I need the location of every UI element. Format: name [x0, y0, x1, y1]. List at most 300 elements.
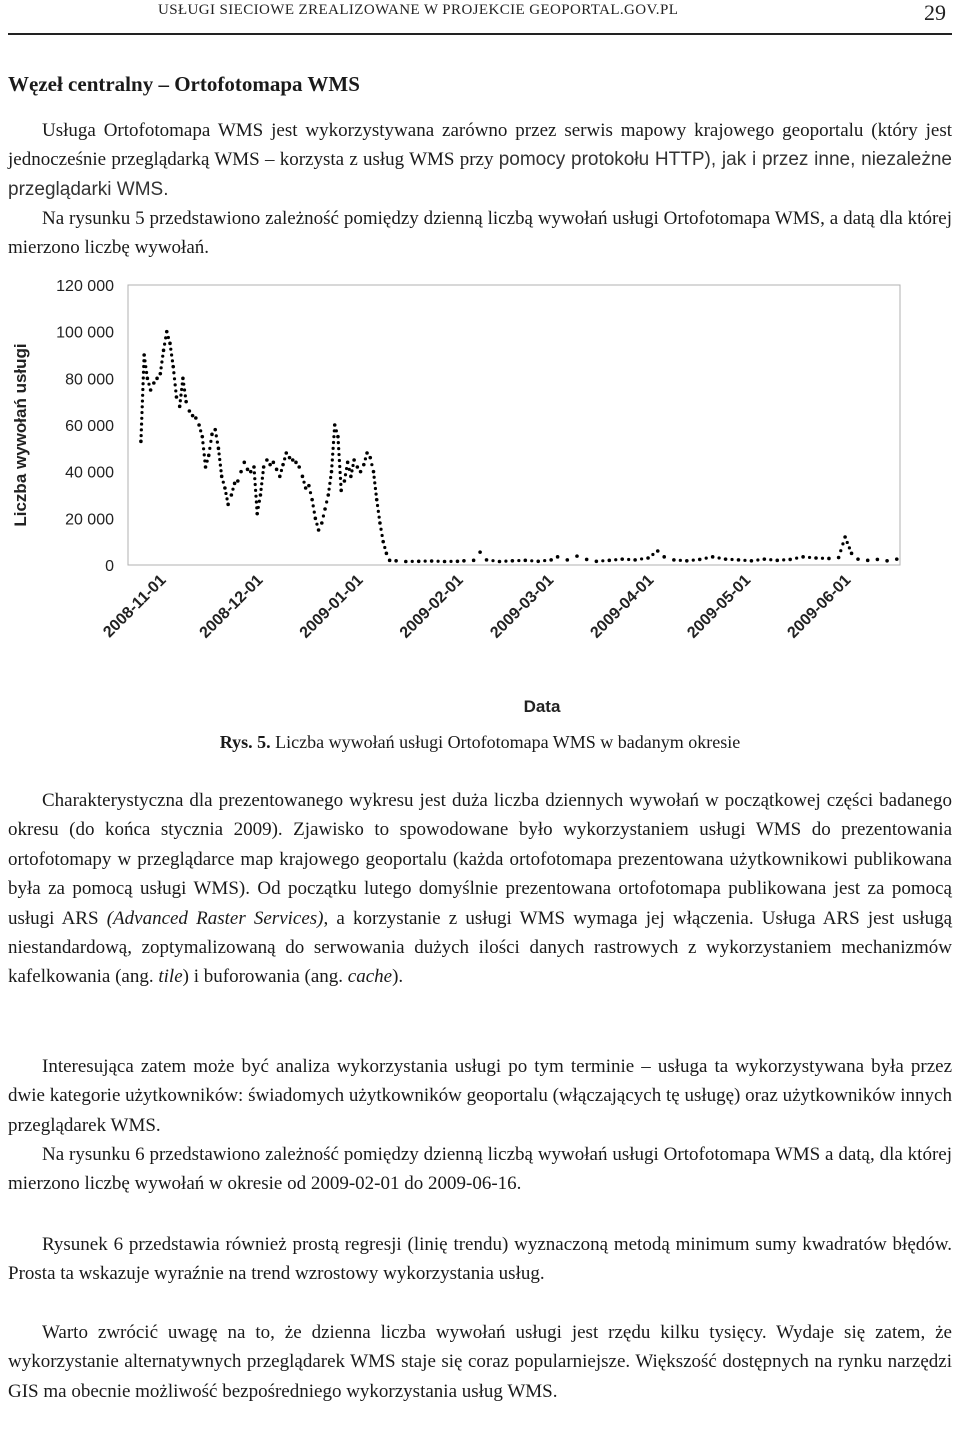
dotted-trace: [351, 464, 354, 467]
dotted-trace: [172, 371, 175, 374]
y-axis-label: Liczba wywołań usługi: [11, 343, 30, 527]
dotted-trace: [808, 556, 811, 559]
dotted-trace: [224, 492, 227, 495]
data-point: [246, 468, 250, 472]
dotted-trace: [839, 549, 842, 552]
data-point: [575, 554, 579, 558]
dotted-trace: [373, 476, 376, 479]
data-point: [213, 428, 217, 432]
data-point: [827, 557, 831, 561]
x-axis-label: Data: [523, 697, 561, 716]
data-point: [698, 558, 702, 562]
dotted-trace: [679, 559, 682, 562]
data-point: [866, 559, 870, 563]
dotted-trace: [364, 457, 367, 460]
dotted-trace: [140, 422, 143, 425]
dotted-trace: [225, 497, 228, 500]
data-point: [724, 557, 728, 561]
dotted-trace: [756, 558, 759, 561]
dotted-trace: [530, 559, 533, 562]
y-tick-label: 60 000: [65, 418, 114, 435]
data-point: [359, 470, 363, 474]
section-title: Węzeł centralny – Ortofotomapa WMS: [8, 72, 360, 96]
dotted-trace: [209, 440, 212, 443]
data-point: [672, 558, 676, 562]
dotted-trace: [376, 504, 379, 507]
dotted-trace: [383, 546, 386, 549]
data-point: [259, 493, 263, 497]
dotted-trace: [160, 366, 163, 369]
dotted-trace: [337, 447, 340, 450]
dotted-trace: [219, 469, 222, 472]
p5-text: Na rysunku 6 przedstawiono zależność pomiędzy dzienną liczbą wywołań usługi Ortofotomapa WMS a datą, dla której mierzono liczbę wywołań w okresie od 2009-02-01 do 2009-06-16.: [8, 1144, 952, 1195]
dotted-trace: [202, 447, 205, 450]
dotted-trace: [350, 469, 353, 472]
data-point: [368, 456, 372, 460]
p3-italic-ars: (Advanced Raster Services): [106, 907, 324, 929]
p7-text: Warto zwrócić uwagę na to, że dzienna liczba wywołań usługi jest rzędu kilku tysięcy. Wydaje się zatem, że wykorzystanie alternatywnych przeglądarek WMS staje się coraz popularniejsze. Większość dostępnych na rynku narzędzi GIS ma obecnie możliwość bezpośredniego wykorzystania usług WMS.: [8, 1322, 952, 1402]
dotted-trace: [254, 483, 257, 486]
y-tick-label: 100 000: [56, 324, 114, 342]
data-point: [876, 558, 880, 562]
dotted-trace: [338, 465, 341, 468]
data-point: [620, 557, 624, 561]
data-point: [607, 559, 611, 563]
dotted-trace: [614, 558, 617, 561]
intro-paragraph-2: [8, 204, 952, 263]
dotted-trace: [219, 464, 222, 467]
data-point: [142, 353, 146, 357]
dotted-trace: [339, 471, 342, 474]
data-point: [262, 465, 266, 469]
dotted-trace: [174, 383, 177, 386]
dotted-trace: [260, 482, 263, 485]
dotted-trace: [169, 348, 172, 351]
dotted-trace: [378, 516, 381, 519]
dotted-trace: [174, 389, 177, 392]
y-tick-label: 120 000: [56, 278, 114, 295]
x-tick-label: 2008-12-01: [196, 571, 267, 642]
dotted-trace: [332, 447, 335, 450]
p3-italic-tile: tile: [158, 966, 183, 988]
dotted-trace: [381, 534, 384, 537]
data-point: [210, 433, 214, 437]
figure-label: Rys. 5.: [219, 732, 271, 752]
figure-caption: [0, 732, 960, 753]
dotted-trace: [651, 553, 654, 556]
data-point: [294, 461, 298, 465]
dotted-trace: [325, 500, 328, 503]
data-point: [252, 465, 256, 469]
data-point: [184, 400, 188, 404]
data-point: [197, 423, 201, 427]
dotted-trace: [254, 495, 257, 498]
body-paragraph-2: [8, 1052, 952, 1140]
data-point: [223, 486, 227, 490]
dotted-trace: [718, 556, 721, 559]
data-point: [168, 342, 172, 346]
data-point: [750, 559, 754, 563]
dotted-trace: [140, 417, 143, 420]
dotted-trace: [145, 371, 148, 374]
data-point: [330, 470, 334, 474]
data-point: [346, 461, 350, 465]
dotted-trace: [164, 336, 167, 339]
data-point: [284, 451, 288, 455]
data-point: [737, 558, 741, 562]
data-point: [204, 465, 208, 469]
data-point: [378, 521, 382, 525]
data-point: [333, 423, 337, 427]
dotted-trace: [218, 458, 221, 461]
dotted-trace: [216, 441, 219, 444]
data-point: [850, 552, 854, 556]
data-point: [297, 465, 301, 469]
data-point: [178, 405, 182, 409]
dotted-trace: [203, 453, 206, 456]
data-point: [356, 465, 360, 469]
dotted-trace: [848, 546, 851, 549]
data-point: [885, 559, 889, 563]
dotted-trace: [201, 441, 204, 444]
data-point: [385, 552, 389, 556]
data-point: [595, 559, 599, 563]
data-point: [175, 395, 179, 399]
dotted-trace: [370, 463, 373, 466]
body-paragraph-3: [8, 1140, 952, 1199]
dotted-trace: [504, 560, 507, 563]
dotted-trace: [170, 353, 173, 356]
dotted-trace: [179, 394, 182, 397]
dotted-trace: [144, 365, 147, 368]
running-title: USŁUGI SIECIOWE ZREALIZOWANE W PROJEKCIE GEOPORTAL.GOV.PL: [158, 2, 679, 18]
dotted-trace: [141, 405, 144, 408]
data-point: [239, 470, 243, 474]
dotted-trace: [261, 477, 264, 480]
data-point: [343, 479, 347, 483]
data-point: [249, 470, 253, 474]
dotted-trace: [330, 464, 333, 467]
p3-text-b: , a korzystanie z usługi WMS wymaga jej włączenia. Usługa ARS jest usługą niestandardową, zoptymalizowaną do serwowania dużych ilości danych rastrowych z wykorzystaniem mechanizmów kafelkowania (ang.: [8, 907, 952, 988]
y-tick-label: 0: [105, 558, 114, 575]
chart-svg: [0, 265, 960, 725]
dotted-trace: [280, 469, 283, 472]
data-point: [365, 451, 369, 455]
data-point: [336, 435, 340, 439]
data-point: [711, 555, 715, 559]
intro-text-2: Na rysunku 5 przedstawiono zależność pomiędzy dzienną liczbą wywołań usługi Ortofotomapa WMS, a datą dla której mierzono liczbę wywołań.: [8, 208, 952, 259]
data-point: [478, 550, 482, 554]
data-point: [404, 560, 408, 564]
data-point: [381, 540, 385, 544]
data-point: [788, 558, 792, 562]
dotted-trace: [140, 428, 143, 431]
dotted-trace: [141, 394, 144, 397]
dotted-trace: [141, 399, 144, 402]
dotted-trace: [258, 500, 261, 503]
data-point: [155, 377, 159, 381]
y-tick-label: 40 000: [65, 464, 114, 482]
data-point: [149, 388, 153, 392]
p3-text-c: ) i buforowania (ang.: [182, 966, 348, 988]
dotted-trace: [171, 359, 174, 362]
data-point: [268, 463, 272, 467]
data-point: [255, 512, 259, 516]
dotted-trace: [180, 388, 183, 391]
dotted-trace: [173, 377, 176, 380]
data-point: [220, 475, 224, 479]
body-paragraph-4: [8, 1230, 952, 1289]
data-point: [181, 377, 185, 381]
dotted-trace: [253, 471, 256, 474]
x-tick-label: 2008-11-01: [100, 571, 170, 642]
data-point: [462, 559, 466, 563]
dotted-trace: [160, 360, 163, 363]
data-point: [275, 468, 279, 472]
data-point: [856, 557, 860, 561]
dotted-trace: [627, 558, 630, 561]
dotted-trace: [140, 411, 143, 414]
dotted-trace: [449, 560, 452, 563]
data-point: [288, 456, 292, 460]
dotted-trace: [253, 477, 256, 480]
y-tick-label: 80 000: [65, 371, 114, 389]
x-tick-label: 2009-03-01: [487, 571, 558, 642]
p6-text: Rysunek 6 przedstawia również prostą regresji (linię trendu) wyznaczoną metodą minimum sumy kwadratów błędów. Prosta ta wskazuje wyraźnie na trend wzrostowy wykorzystania usług.: [8, 1234, 952, 1285]
dotted-trace: [222, 481, 225, 484]
data-point: [188, 409, 192, 413]
data-point: [207, 454, 211, 458]
dotted-trace: [436, 560, 439, 563]
dotted-trace: [345, 467, 348, 470]
dotted-trace: [374, 487, 377, 490]
dotted-trace: [322, 514, 325, 517]
dotted-trace: [261, 471, 264, 474]
data-point: [301, 475, 305, 479]
dotted-trace: [254, 489, 257, 492]
dotted-trace: [335, 429, 338, 432]
data-point: [265, 458, 269, 462]
dotted-trace: [302, 481, 305, 484]
dotted-trace: [337, 453, 340, 456]
data-point: [349, 475, 353, 479]
data-point: [895, 557, 899, 561]
dotted-trace: [141, 388, 144, 391]
data-point: [417, 559, 421, 563]
dotted-trace: [846, 541, 849, 544]
dotted-trace: [313, 511, 316, 514]
p4-text: Interesująca zatem może być analiza wykorzystania usługi po tym terminie – usługa ta wykorzystywana była przez dwie kategorie użytkowników: świadomych użytkowników geoportalu (włączających tę usługę) oraz użytkowników innych przeglądarek WMS.: [8, 1056, 952, 1136]
running-header: [8, 0, 952, 35]
body-paragraph-1: [8, 786, 952, 992]
dotted-trace: [339, 483, 342, 486]
dotted-trace: [374, 492, 377, 495]
data-point: [310, 498, 314, 502]
dotted-trace: [424, 560, 427, 563]
dotted-trace: [257, 506, 260, 509]
data-point: [339, 489, 343, 493]
dotted-trace: [141, 382, 144, 385]
dotted-trace: [163, 343, 166, 346]
data-point: [217, 447, 221, 451]
data-point: [843, 535, 847, 539]
dotted-trace: [142, 376, 145, 379]
intro-text-sans: pomocy protokołu HTTP), jak i przez inne, niezależne przeglądarki WMS.: [8, 149, 952, 200]
data-point: [633, 558, 637, 562]
data-point: [837, 556, 841, 560]
data-point: [281, 463, 285, 467]
dotted-trace: [769, 558, 772, 561]
dotted-trace: [841, 542, 844, 545]
dotted-trace: [312, 504, 315, 507]
intro-text-serif: Usługa Ortofotomapa WMS jest wykorzystywana zarówno przez serwis mapowy krajowego geoportalu (który jest jednocześnie przeglądarką WMS – korzysta z usług WMS przy: [8, 120, 952, 171]
data-point: [307, 484, 311, 488]
intro-paragraph-1: [8, 116, 952, 204]
data-point: [146, 377, 150, 381]
dotted-trace: [640, 557, 643, 560]
data-point: [320, 521, 324, 525]
data-point: [456, 559, 460, 563]
dotted-trace: [821, 557, 824, 560]
dotted-trace: [337, 441, 340, 444]
data-point: [362, 463, 366, 467]
data-point: [775, 559, 779, 563]
data-point: [498, 560, 502, 564]
data-point: [159, 372, 163, 376]
data-point: [372, 470, 376, 474]
dotted-trace: [217, 452, 220, 455]
page-number: 29: [924, 0, 946, 25]
dotted-trace: [143, 359, 146, 362]
data-point: [511, 559, 515, 563]
dotted-trace: [255, 500, 258, 503]
data-point: [152, 381, 156, 385]
data-point: [139, 440, 143, 444]
data-point: [472, 559, 476, 563]
dotted-trace: [331, 458, 334, 461]
dotted-trace: [377, 510, 380, 513]
dotted-trace: [182, 383, 185, 386]
dotted-trace: [782, 558, 785, 561]
data-point: [662, 555, 666, 559]
data-point: [242, 461, 246, 465]
data-point: [191, 414, 195, 418]
dotted-trace: [692, 559, 695, 562]
data-point: [394, 559, 398, 563]
data-point: [162, 349, 166, 353]
dotted-trace: [379, 528, 382, 531]
dotted-trace: [184, 394, 187, 397]
dotted-trace: [206, 460, 209, 463]
p3-text-a: Charakterystyczna dla prezentowanego wykresu jest duża liczba dziennych wywołań w początkowej części badanego okresu (do końca stycznia 2009). Zjawisko to spowodowane było wykorzystaniem usługi WMS do prezentowania ortofotomapy w przeglądarce map krajowego geoportalu (każda ortofotomapa prezentowana użytkownikowi publikowana była za pomocą usługi WMS). Od początku lutego domyślnie prezentowana ortofotomapa publikowana jest za pomocą usługi ARS: [8, 790, 952, 929]
dotted-trace: [147, 383, 150, 386]
dotted-trace: [344, 473, 347, 476]
data-point: [272, 461, 276, 465]
p3-italic-cache: cache: [347, 966, 393, 988]
data-point: [536, 559, 540, 563]
dotted-trace: [183, 388, 186, 391]
dotted-trace: [167, 336, 170, 339]
dotted-trace: [199, 429, 202, 432]
data-point: [233, 482, 237, 486]
p3-text-d: ).: [392, 966, 404, 988]
dotted-trace: [142, 371, 145, 374]
data-point: [524, 559, 528, 563]
dotted-trace: [373, 481, 376, 484]
dotted-trace: [517, 559, 520, 562]
dotted-trace: [543, 559, 546, 562]
data-point: [801, 555, 805, 559]
data-point: [171, 365, 175, 369]
dotted-trace: [491, 559, 494, 562]
data-point: [388, 559, 392, 563]
dotted-trace: [329, 476, 332, 479]
plot-area-border: [128, 285, 900, 565]
dotted-trace: [231, 488, 234, 491]
data-point: [814, 556, 818, 560]
dotted-trace: [208, 447, 211, 450]
data-point: [485, 558, 489, 562]
data-point: [323, 507, 327, 511]
x-tick-label: 2009-01-01: [296, 571, 367, 642]
dotted-trace: [327, 488, 330, 491]
data-point: [230, 493, 234, 497]
data-point: [585, 558, 589, 562]
dotted-trace: [601, 559, 604, 562]
data-point: [194, 416, 198, 420]
data-point: [236, 479, 240, 483]
data-point: [443, 560, 447, 564]
data-point: [200, 435, 204, 439]
dotted-trace: [179, 399, 182, 402]
data-point: [317, 528, 321, 532]
dotted-trace: [140, 434, 143, 437]
x-tick-label: 2009-02-01: [396, 571, 467, 642]
figure-caption-text: Liczba wywołań usługi Ortofotomapa WMS w badanym okresie: [270, 732, 741, 752]
dotted-trace: [332, 441, 335, 444]
y-tick-label: 20 000: [65, 511, 114, 529]
data-point: [375, 498, 379, 502]
dotted-trace: [795, 557, 798, 560]
data-point: [352, 458, 356, 462]
dotted-trace: [338, 459, 341, 462]
data-point: [646, 556, 650, 560]
data-point: [304, 486, 308, 490]
dotted-trace: [161, 355, 164, 358]
dotted-trace: [283, 457, 286, 460]
dotted-trace: [309, 491, 312, 494]
data-point: [763, 557, 767, 561]
dotted-trace: [411, 560, 414, 563]
data-point: [685, 559, 689, 563]
data-point: [278, 475, 282, 479]
body-paragraph-5: [8, 1318, 952, 1406]
data-point: [314, 517, 318, 521]
figure-5-chart: [0, 265, 960, 725]
dotted-trace: [259, 488, 262, 491]
dotted-trace: [348, 468, 351, 471]
x-tick-label: 2009-05-01: [684, 571, 755, 642]
dotted-trace: [215, 434, 218, 437]
data-point: [549, 558, 553, 562]
data-point: [326, 493, 330, 497]
dotted-trace: [743, 559, 746, 562]
data-point: [656, 549, 660, 553]
data-point: [565, 558, 569, 562]
data-point: [556, 555, 560, 559]
dotted-trace: [730, 558, 733, 561]
dotted-trace: [315, 523, 318, 526]
